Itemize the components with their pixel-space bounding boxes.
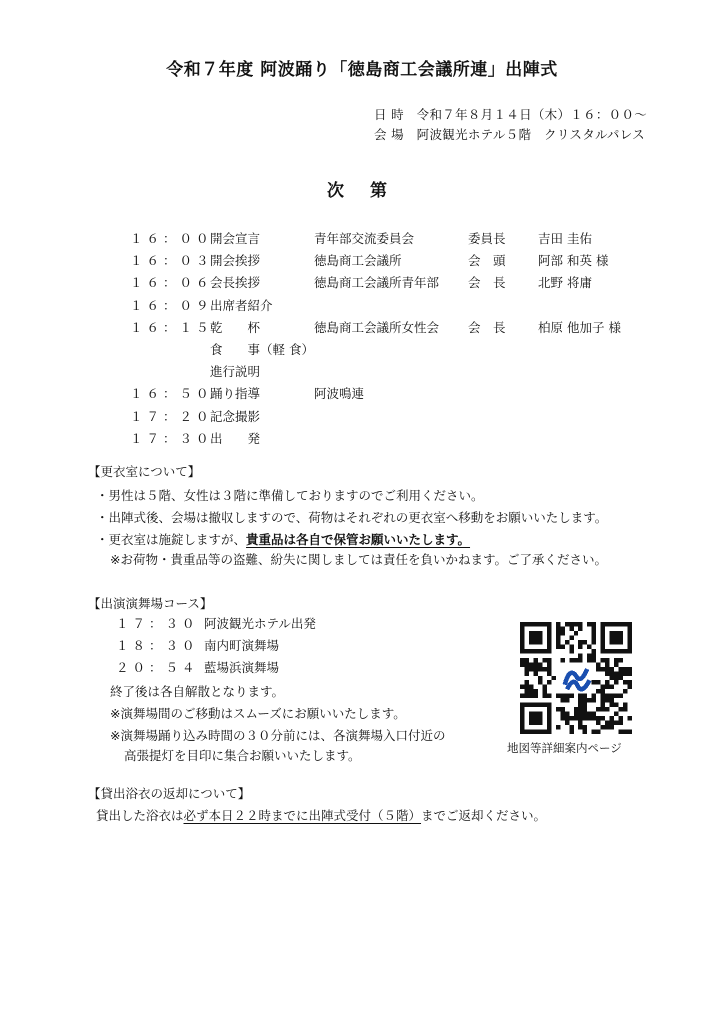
program-item: 乾 杯 <box>210 319 261 335</box>
program-item: 踊り指導 <box>210 386 261 402</box>
course-heading: 【出演演舞場コース】 <box>88 596 213 611</box>
program-time: １７：２０ <box>130 408 213 424</box>
program-item: 食 事（軽 食） <box>210 342 314 357</box>
program-title: 次 第 <box>327 181 397 201</box>
program-name: 北野 将庸 <box>538 275 592 291</box>
course-stop-time: ２０：５４ <box>116 660 199 675</box>
program-item: 開会挨拶 <box>210 253 261 269</box>
yukata-line-suffix: までご返却ください。 <box>421 808 547 823</box>
program-time: １６：１５ <box>130 319 213 335</box>
course-stop-time: １８：３０ <box>116 638 199 653</box>
yukata-heading: 【貸出浴衣の返却について】 <box>88 786 251 801</box>
dressing-room-heading: 【更衣室について】 <box>88 464 201 479</box>
course-stop <box>116 636 279 654</box>
qr-code[interactable] <box>520 622 632 734</box>
course-note-1: 終了後は各自解散となります。 <box>110 684 285 699</box>
course-note-2: ※演舞場間のご移動はスムーズにお願いいたします。 <box>110 706 406 721</box>
qr-caption: 地図等詳細案内ページ <box>507 741 622 755</box>
valuables-notice: 貴重品は各自で保管お願いいたします。 <box>246 532 471 547</box>
program-org: 徳島商工会議所 <box>314 253 402 269</box>
course-note-4: 高張提灯を目印に集合お願いいたします。 <box>124 748 361 763</box>
page-title: 令和７年度 阿波踊り「徳島商工会議所連」出陣式 <box>166 60 558 80</box>
program-name: 柏原 他加子 様 <box>538 319 621 335</box>
program-role: 会 長 <box>468 275 506 291</box>
program-item: 開会宣言 <box>210 231 261 246</box>
program-item: 会長挨拶 <box>210 275 261 291</box>
program-org: 青年部交流委員会 <box>314 231 415 246</box>
yukata-line <box>96 806 546 824</box>
dressing-room-line-3 <box>96 530 470 548</box>
program-time: １６：０９ <box>130 297 213 313</box>
program-role: 会 頭 <box>468 253 506 269</box>
program-item: 記念撮影 <box>210 408 261 424</box>
dressing-room-line-3-prefix: ・更衣室は施錠しますが、 <box>96 532 247 547</box>
program-item: 進行説明 <box>210 364 261 380</box>
dressing-room-disclaimer: ※お荷物・貴重品等の盗難、紛失に関しましては責任を負いかねます。ご了承ください。 <box>110 552 607 567</box>
yukata-line-prefix: 貸出した浴衣は <box>96 808 184 823</box>
program-org: 徳島商工会議所女性会 <box>314 319 440 335</box>
program-role: 会 長 <box>468 319 506 335</box>
yukata-deadline: 必ず本日２２時までに出陣式受付（５階） <box>183 808 422 823</box>
program-time: １６：００ <box>130 231 213 246</box>
course-stop <box>116 658 279 676</box>
program-org: 阿波鳴連 <box>314 386 365 402</box>
program-time: １６：０３ <box>130 253 213 269</box>
program-time: １６：５０ <box>130 386 213 402</box>
course-note-3: ※演舞場踊り込み時間の３０分前には、各演舞場入口付近の <box>110 728 446 743</box>
dressing-room-line-1: ・男性は５階、女性は３階に準備しておりますのでご利用ください。 <box>96 488 484 503</box>
course-stop-time: １７：３０ <box>116 616 199 631</box>
program-time: １６：０６ <box>130 275 213 291</box>
program-item: 出席者紹介 <box>210 297 273 313</box>
dressing-room-line-2: ・出陣式後、会場は撤収しますので、荷物はそれぞれの更衣室へ移動をお願いいたします。 <box>96 510 608 525</box>
program-name: 吉田 圭佑 <box>538 231 592 246</box>
event-venue: 会 場 阿波観光ホテル５階 クリスタルパレス <box>374 127 645 142</box>
program-item: 出 発 <box>210 430 261 446</box>
program-org: 徳島商工会議所青年部 <box>314 275 440 291</box>
course-stop-place: 阿波観光ホテル出発 <box>204 616 316 631</box>
program-role: 委員長 <box>468 231 506 246</box>
course-stop-place: 南内町演舞場 <box>204 638 280 653</box>
event-datetime: 日 時 令和７年８月１４日（木）１６：００～ <box>374 107 648 122</box>
course-stop <box>116 614 316 632</box>
program-time: １７：３０ <box>130 430 213 446</box>
program-name: 阿部 和英 様 <box>538 253 609 269</box>
course-stop-place: 藍場浜演舞場 <box>204 660 280 675</box>
